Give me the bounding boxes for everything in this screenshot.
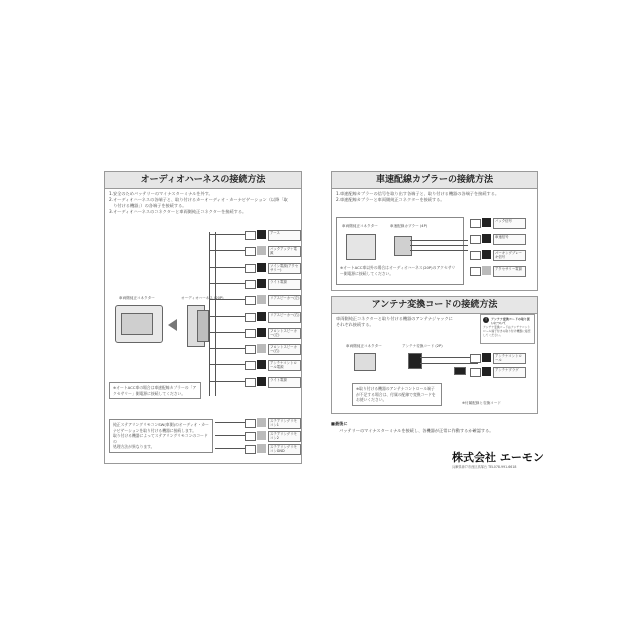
terminal-plug-icon [245, 345, 256, 354]
steering-note-line-3: 取り付ける機器によってステアリングリモコンのコードの [113, 433, 208, 444]
steering-branch-wire [215, 435, 245, 436]
terminal-label: フロントスピーカー(右) [268, 344, 301, 355]
terminal-label: パーキングブレーキ信号 [493, 250, 526, 261]
coupler-step-1: 1.車速配線カプラーの信号を取り出す各端子と、取り付ける機器の各端子を接続する。 [336, 191, 500, 196]
audio-harness-steps [109, 191, 288, 215]
wire-color-swatch [257, 360, 266, 369]
final-step-title: ■最後に [331, 421, 348, 426]
wire-color-swatch [257, 431, 266, 440]
wire-color-swatch [257, 263, 266, 272]
terminal-label: ステアリングリモコン2 [268, 431, 301, 442]
audio-harness-title: オーディオハーネスの接続方法 [105, 172, 301, 189]
harness-branch-wire [209, 283, 245, 284]
terminal-plug-icon [470, 251, 481, 260]
terminal-label: バックアップ＋電源 [268, 246, 301, 257]
terminal-label: リアスピーカー(右) [268, 312, 301, 323]
step-3: 3.オーディオハーネスのコネクターと車両側純正コネクターを接続する。 [109, 209, 247, 214]
terminal-label: 車速信号 [493, 234, 526, 245]
coupler-label: 車速配線カプラー (4P) [390, 224, 428, 228]
antenna-step-1: 車両側純正コネクターと取り付ける機器のアンテナジャックに [336, 316, 453, 321]
terminal-plug-icon [470, 235, 481, 244]
antenna-wire-2 [420, 363, 478, 364]
steering-note-line-2: ナビゲーションを取り付ける機器に接続します。 [113, 427, 197, 433]
final-step-text: バッテリーのマイナスターミナルを接続し、各機器が正常に作動するか確認する。 [339, 428, 494, 433]
wire-color-swatch [257, 444, 266, 453]
coupler-vehicle-connector-label: 車両側純正コネクター [342, 224, 378, 228]
wire-color-swatch [482, 234, 491, 243]
harness-branch-wire [209, 267, 245, 268]
wire-color-swatch [257, 295, 266, 304]
harness-branch-wire [209, 332, 245, 333]
coupler-drawing [394, 236, 412, 256]
wire-color-swatch [257, 418, 266, 427]
terminal-plug-icon [245, 419, 256, 428]
terminal-plug-icon [245, 432, 256, 441]
wire-color-swatch [482, 367, 491, 376]
wire-color-swatch [257, 328, 266, 337]
vehicle-connector-inner [121, 313, 153, 335]
wire-color-swatch [482, 250, 491, 259]
terminal-plug-icon [245, 264, 256, 273]
brand-address: 兵庫県神戸市西区高塚台 TEL078-991-6618 [452, 465, 517, 469]
terminal-label: ステアリングリモコンGND [268, 444, 301, 455]
acc-note: ※オートACC車の場合は車速配線カプラーの「アクセサリー」側電源に接続してください。 [109, 382, 201, 399]
coupler-wire-2 [410, 245, 468, 246]
steering-branch-wire [215, 448, 245, 449]
antenna-plug [454, 367, 466, 375]
wire-color-swatch [257, 230, 266, 239]
speed-coupler-panel [331, 171, 538, 291]
audio-harness-panel [104, 171, 302, 464]
terminal-label: アース [268, 230, 301, 241]
terminal-plug-icon [245, 313, 256, 322]
steering-note [109, 419, 213, 453]
wire-color-swatch [257, 377, 266, 386]
terminal-plug-icon [245, 247, 256, 256]
antenna-panel [331, 296, 538, 414]
harness-branch-wire [209, 299, 245, 300]
terminal-plug-icon [470, 219, 481, 228]
terminal-plug-icon [470, 267, 481, 276]
wire-color-swatch [257, 344, 266, 353]
caution-icon: ! [483, 317, 489, 323]
antenna-steps [336, 316, 453, 328]
antenna-vehicle-connector-label: 車両側純正コネクター [346, 344, 382, 348]
antenna-title: アンテナ変換コードの接続方法 [332, 297, 537, 314]
harness-branch-wire [209, 364, 245, 365]
terminal-label: ライト電源 [268, 279, 301, 290]
step-2: 2.オーディオハーネスの各端子と、取り付けるカーオーディオ・カーナビゲーション（以降「取 [109, 197, 288, 202]
terminal-plug-icon [245, 280, 256, 289]
caution-box [480, 314, 535, 344]
steering-branch-wire [215, 422, 245, 423]
harness-branch-wire [209, 234, 245, 235]
wire-color-swatch [257, 312, 266, 321]
terminal-plug-icon [245, 445, 256, 454]
terminal-plug-icon [245, 296, 256, 305]
steering-note-line-4: 処理方法が異なります。 [113, 444, 155, 449]
harness-branch-wire [209, 348, 245, 349]
harness-branch-wire [209, 316, 245, 317]
terminal-plug-icon [245, 329, 256, 338]
coupler-wire-1 [410, 240, 468, 241]
coupler-step-2: 2.車速配線カプラーと車両側純正コネクターを接続する。 [336, 197, 445, 202]
wire-color-swatch [482, 218, 491, 227]
wire-color-swatch [482, 353, 491, 362]
antenna-step-2: それぞれ接続する。 [336, 322, 374, 327]
coupler-note: ※オートACC車以外の場合はオーディオハーネス(20P)のアクセサリー側電源に接続してください。 [340, 265, 456, 276]
terminal-label: アンテナコントロール電源 [268, 360, 301, 371]
connect-arrow-icon [168, 319, 177, 331]
terminal-plug-icon [470, 368, 481, 377]
terminal-plug-icon [245, 231, 256, 240]
terminal-label: ステアリングリモコン1 [268, 418, 301, 429]
caution-text: アンテナ変換コードはアンテナコントロール端子付きの取り付け機器に接続してください。 [483, 325, 531, 337]
harness-branch-wire [209, 381, 245, 382]
steering-note-line-1: 純正ステアリングリモコンSW(車側)のオーディオ・カー [113, 422, 209, 427]
audio-harness-connector-2 [197, 310, 209, 342]
terminal-label: アクセサリー電源 [493, 266, 526, 277]
terminal-label: ソイン電源(アクセサリー) [268, 263, 301, 274]
audio-harness-label: オーディオハーネス (20P) [181, 296, 224, 300]
terminal-label: ライト電源 [268, 377, 301, 388]
antenna-vehicle-connector [354, 353, 376, 371]
speed-coupler-steps [336, 191, 499, 203]
step-2b: り付ける機器」）の各端子を接続する。 [109, 203, 187, 208]
harness-trunk-wire-2 [215, 232, 216, 396]
speed-coupler-title: 車速配線カプラーの接続方法 [332, 172, 537, 189]
brand-logo: 株式会社 エーモン [452, 451, 544, 464]
antenna-note: ※取り付ける機器のアンテナコントロール端子が不足する場合は、付属の配線で変換コードをお使いください。 [352, 383, 442, 406]
vehicle-connector-label: 車両側純正コネクター [119, 296, 155, 300]
antenna-cord-label: アンテナ変換コード (2P) [402, 344, 443, 348]
terminal-label: リアスピーカー(左) [268, 295, 301, 306]
final-step [331, 420, 493, 434]
wire-color-swatch [257, 246, 266, 255]
terminal-label: フロントスピーカー(左) [268, 328, 301, 339]
antenna-cord-caption: ※付属配線と変換コード [462, 401, 501, 405]
terminal-label: バック信号 [493, 218, 526, 229]
terminal-plug-icon [470, 354, 481, 363]
terminal-plug-icon [245, 361, 256, 370]
harness-branch-wire [209, 250, 245, 251]
terminal-label: アンテナプラグ [493, 367, 526, 378]
antenna-cord-connector [408, 353, 422, 369]
coupler-wire-3 [410, 250, 468, 251]
wire-color-swatch [257, 279, 266, 288]
harness-trunk-wire [209, 232, 210, 396]
terminal-label: アンテナコントロール [493, 353, 526, 364]
wire-color-swatch [482, 266, 491, 275]
step-1: 1.安全のためバッテリーのマイナスターミナルを外す。 [109, 191, 213, 196]
terminal-plug-icon [245, 378, 256, 387]
caution-title: アンテナ変換コードの取り扱いについて [491, 317, 530, 325]
coupler-vehicle-connector [346, 234, 376, 260]
